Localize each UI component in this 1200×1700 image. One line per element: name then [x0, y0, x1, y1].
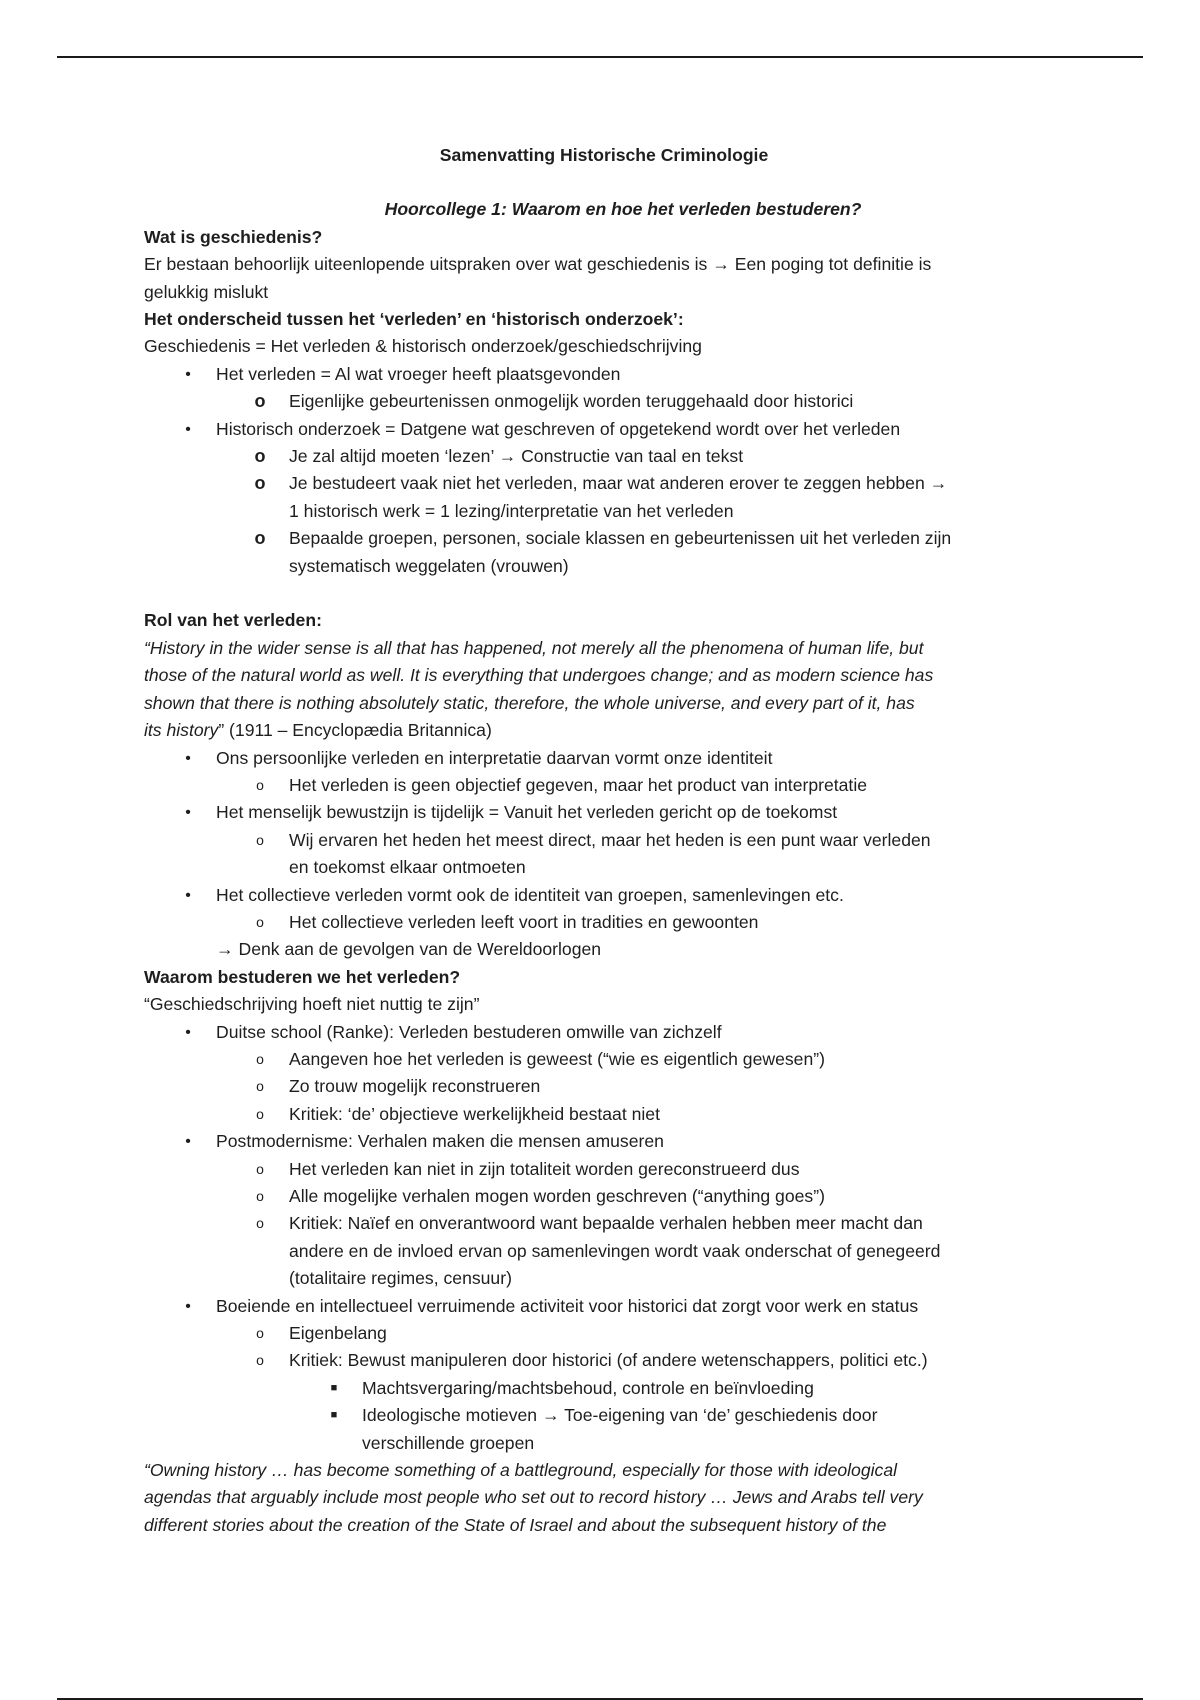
list-item: • Duitse school (Ranke): Verleden bestuderen omwille van zichzelf [144, 1019, 1064, 1046]
document-title: Samenvatting Historische Criminologie [439, 145, 769, 165]
bullet-circle-icon: o [256, 1325, 264, 1342]
list-item: ■ Machtsvergaring/machtsbehoud, controle en beïnvloeding [144, 1375, 1064, 1402]
bullet-dot-icon: • [185, 420, 191, 438]
bullet-square-icon: ■ [330, 1381, 338, 1394]
list-item: o Bepaalde groepen, personen, sociale klassen en gebeurtenissen uit het verleden zijn systematisch weggelaten (vrouwen) [144, 525, 1064, 580]
list-item: o Kritiek: ‘de’ objectieve werkelijkheid bestaat niet [144, 1101, 1064, 1128]
quote-line: “Geschiedschrijving hoeft niet nuttig te zijn” [144, 994, 480, 1015]
list-item: o Kritiek: Naïef en onverantwoord want bepaalde verhalen hebben meer macht dan andere en de invloed ervan op samenlevingen wordt vaak onderschat of genegeerd (totalitaire regimes, censuur) [144, 1210, 1064, 1292]
section-heading-wat-is-geschiedenis: Wat is geschiedenis? [144, 226, 323, 247]
bullet-dot-icon: • [185, 804, 191, 822]
bullet-circle-icon: o [256, 1352, 264, 1369]
bullet-dot-icon: • [185, 365, 191, 383]
list-item: o Eigenbelang [144, 1320, 1064, 1347]
list-item: • Boeiende en intellectueel verruimende activiteit voor historici dat zorgt voor werk en status [144, 1293, 1064, 1320]
list-item: o Alle mogelijke verhalen mogen worden geschreven (“anything goes”) [144, 1183, 1064, 1210]
bullet-dot-icon: • [185, 1023, 191, 1041]
list-item: o Het verleden is geen objectief gegeven, maar het product van interpretatie [144, 772, 1064, 799]
section-heading-waarom-bestuderen: Waarom bestuderen we het verleden? [144, 966, 461, 987]
bullet-circle-icon: o [256, 1160, 264, 1177]
list-item: ■ Ideologische motieven → Toe-eigening van ‘de’ geschiedenis door verschillende groepen [144, 1402, 1064, 1457]
list-item: • Postmodernisme: Verhalen maken die mensen amuseren [144, 1128, 1064, 1155]
list-item: o Het collectieve verleden leeft voort in tradities en gewoonten [144, 909, 1064, 936]
paragraph-line: gelukkig mislukt [144, 281, 269, 302]
bullet-list-rol [144, 745, 1064, 937]
bullet-dot-icon: • [185, 749, 191, 767]
bullet-dot-icon: • [185, 1133, 191, 1151]
quote-owning-history: “Owning history … has become something of a battleground, especially for those with ideological agendas that arguably include most people who set out to record history … Jews and Arabs tell very different stories about the creation of the State of Israel and about the subsequent history of the [144, 1460, 923, 1535]
bullet-list-onderscheid [144, 361, 1064, 580]
bullet-dot-icon: • [185, 886, 191, 904]
list-item: o Zo trouw mogelijk reconstrueren [144, 1073, 1064, 1100]
list-item: o Je bestudeert vaak niet het verleden, maar wat anderen erover te zeggen hebben → 1 historisch werk = 1 lezing/interpretatie van het verleden [144, 470, 1064, 525]
list-item: o Je zal altijd moeten ‘lezen’ → Constructie van taal en tekst [144, 443, 1064, 470]
lecture-title: Hoorcollege 1: Waarom en hoe het verleden bestuderen? [384, 199, 862, 220]
list-item: • Het collectieve verleden vormt ook de identiteit van groepen, samenlevingen etc. [144, 882, 1064, 909]
bullet-square-icon: ■ [330, 1409, 338, 1422]
bullet-circle-icon: o [256, 1078, 264, 1095]
bullet-circle-icon: o [256, 776, 264, 793]
bullet-list-waarom [144, 1019, 1064, 1458]
bullet-dot-icon: • [185, 1297, 191, 1315]
bullet-circle-icon: o [256, 1215, 264, 1232]
section-heading-onderscheid: Het onderscheid tussen het ‘verleden’ en ‘historisch onderzoek’: [144, 309, 684, 330]
section-heading-rol-van-het-verleden: Rol van het verleden: [144, 610, 322, 631]
list-item: • Het menselijk bewustzijn is tijdelijk = Vanuit het verleden gericht op de toekomst [144, 799, 1064, 826]
bullet-circle-icon: o [254, 528, 266, 549]
definition-line: Geschiedenis = Het verleden & historisch onderzoek/geschiedschrijving [144, 336, 702, 357]
paragraph-line: Er bestaan behoorlijk uiteenlopende uitspraken over wat geschiedenis is → Een poging tot definitie is [144, 254, 932, 275]
list-item: • Het verleden = Al wat vroeger heeft plaatsgevonden [144, 361, 1064, 388]
list-item: o Het verleden kan niet in zijn totaliteit worden gereconstrueerd dus [144, 1156, 1064, 1183]
document-body [144, 142, 1064, 1539]
list-item: • Ons persoonlijke verleden en interpretatie daarvan vormt onze identiteit [144, 745, 1064, 772]
bullet-circle-icon: o [254, 473, 266, 494]
bullet-circle-icon: o [254, 391, 266, 412]
bullet-circle-icon: o [256, 913, 264, 930]
blank-line [144, 580, 1064, 607]
quote-britannica: “History in the wider sense is all that has happened, not merely all the phenomena of human life, but those of the natural world as well. It is everything that undergoes change; and as modern science has shown that there is nothing absolutely static, therefore, the whole universe, and every part of it, has its history” (1911 – Encyclopædia Britannica) [144, 637, 934, 741]
arrow-note: → Denk aan de gevolgen van de Wereldoorlogen [216, 939, 602, 960]
list-item: • Historisch onderzoek = Datgene wat geschreven of opgetekend wordt over het verleden [144, 416, 1064, 443]
list-item: o Eigenlijke gebeurtenissen onmogelijk worden teruggehaald door historici [144, 388, 1064, 415]
bullet-circle-icon: o [256, 1188, 264, 1205]
bullet-circle-icon: o [256, 831, 264, 848]
bullet-circle-icon: o [256, 1050, 264, 1067]
top-horizontal-rule [57, 56, 1143, 58]
list-item: o Aangeven hoe het verleden is geweest (“wie es eigentlich gewesen”) [144, 1046, 1064, 1073]
list-item: o Wij ervaren het heden het meest direct, maar het heden is een punt waar verleden en toekomst elkaar ontmoeten [144, 827, 1064, 882]
list-item: o Kritiek: Bewust manipuleren door historici (of andere wetenschappers, politici etc.) [144, 1347, 1064, 1374]
bullet-circle-icon: o [254, 446, 266, 467]
bullet-circle-icon: o [256, 1105, 264, 1122]
